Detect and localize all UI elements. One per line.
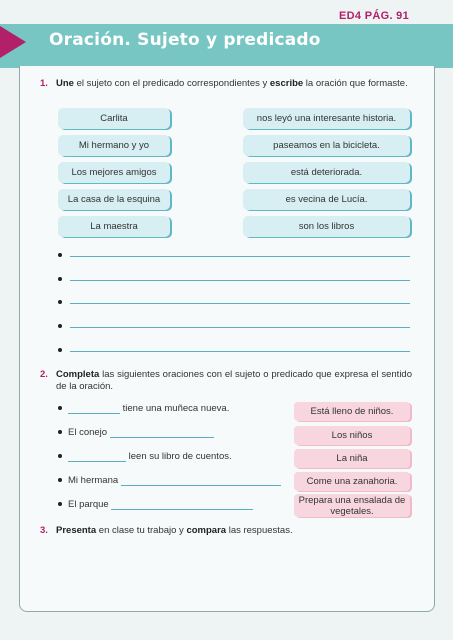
subject-box[interactable]: La casa de la esquina — [58, 189, 170, 210]
bullet-icon — [58, 348, 62, 352]
option-box[interactable]: Prepara una ensalada de vegetales. — [294, 494, 410, 517]
exercise-2-number: 2. — [40, 369, 48, 380]
answer-line[interactable] — [58, 348, 410, 358]
exercise-1-number: 1. — [40, 78, 48, 89]
bullet-icon — [58, 454, 62, 458]
answer-blank[interactable] — [68, 404, 120, 414]
bullet-icon — [58, 430, 62, 434]
predicate-box[interactable]: nos leyó una interesante historia. — [243, 108, 410, 129]
predicate-box[interactable]: es vecina de Lucía. — [243, 189, 410, 210]
bullet-icon — [58, 406, 62, 410]
answer-line[interactable] — [58, 324, 410, 334]
exercise-3-instruction: Presenta en clase tu trabajo y compara las respuestas. — [56, 525, 293, 536]
subject-box[interactable]: La maestra — [58, 216, 170, 237]
answer-line[interactable] — [58, 277, 410, 287]
option-box[interactable]: Los niños — [294, 426, 410, 445]
option-box[interactable]: Come una zanahoria. — [294, 472, 410, 491]
answer-line[interactable] — [58, 300, 410, 310]
sentence-row: El parque — [58, 499, 253, 511]
answer-blank[interactable] — [111, 500, 253, 510]
exercise-2-instruction: Completa las siguientes oraciones con el sujeto o predicado que expresa el sentido de la oración. — [56, 369, 412, 392]
subject-box[interactable]: Carlita — [58, 108, 170, 129]
bullet-icon — [58, 478, 62, 482]
answer-blank[interactable] — [110, 428, 214, 438]
bullet-icon — [58, 277, 62, 281]
bullet-icon — [58, 324, 62, 328]
sentence-row: Mi hermana — [58, 475, 281, 487]
option-box[interactable]: Está lleno de niños. — [294, 402, 410, 421]
bullet-icon — [58, 300, 62, 304]
answer-blank[interactable] — [68, 452, 126, 462]
page-title: Oración. Sujeto y predicado — [49, 30, 321, 50]
exercise-1-instruction: Une el sujeto con el predicado correspondientes y escribe la oración que formaste. — [56, 78, 408, 89]
option-box[interactable]: La niña — [294, 449, 410, 468]
subject-box[interactable]: Mi hermano y yo — [58, 135, 170, 156]
sentence-row: tiene una muñeca nueva. — [58, 403, 229, 415]
predicate-box[interactable]: son los libros — [243, 216, 410, 237]
sentence-row: leen su libro de cuentos. — [58, 451, 232, 463]
bullet-icon — [58, 502, 62, 506]
sentence-row: El conejo — [58, 427, 214, 439]
answer-blank[interactable] — [121, 476, 281, 486]
header-arrow-icon — [0, 26, 26, 58]
exercise-3-number: 3. — [40, 525, 48, 536]
predicate-box[interactable]: está deteriorada. — [243, 162, 410, 183]
page-code: ED4 PÁG. 91 — [339, 10, 409, 22]
predicate-box[interactable]: paseamos en la bicicleta. — [243, 135, 410, 156]
bullet-icon — [58, 253, 62, 257]
answer-line[interactable] — [58, 253, 410, 263]
subject-box[interactable]: Los mejores amigos — [58, 162, 170, 183]
